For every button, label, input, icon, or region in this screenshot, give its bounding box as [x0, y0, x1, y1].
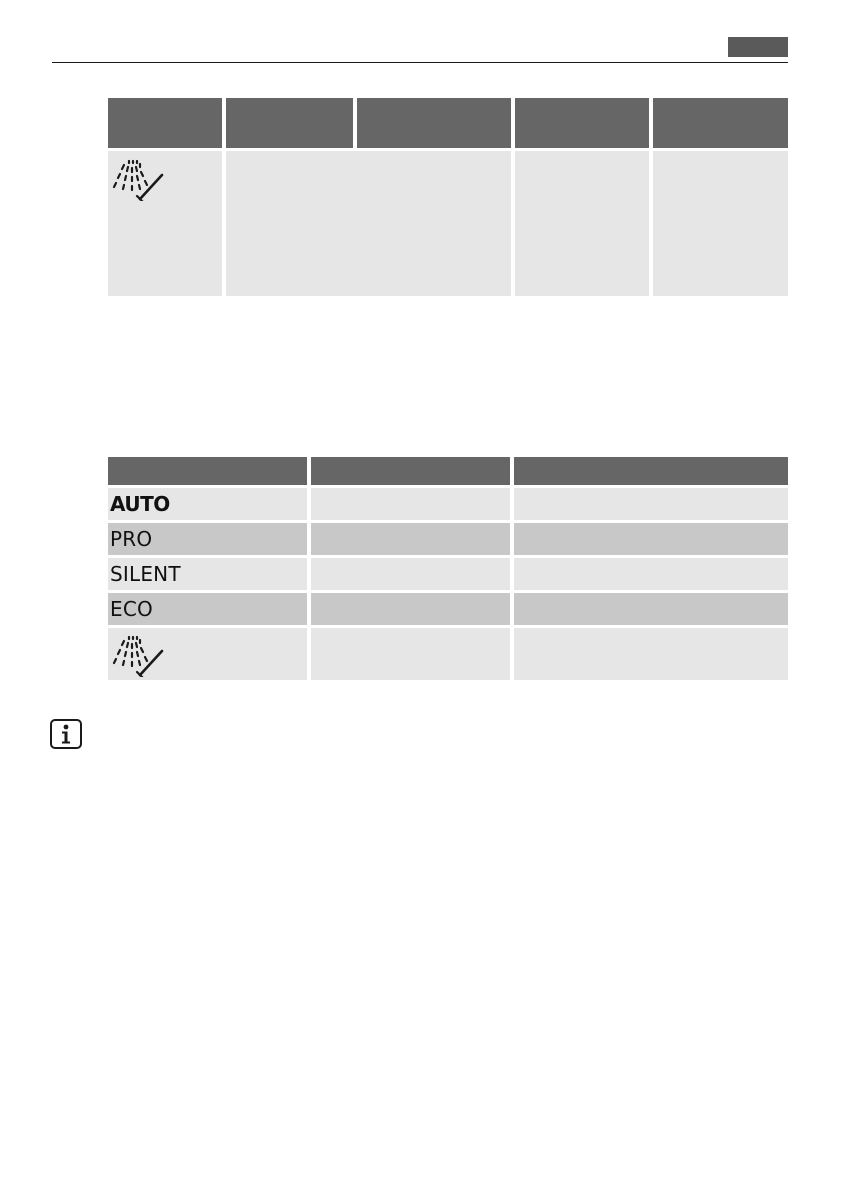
info-icon	[50, 719, 82, 749]
table-cell	[311, 628, 514, 683]
header-cell-3	[514, 457, 788, 488]
programme-detail-table	[108, 98, 788, 299]
programme-cell	[108, 593, 311, 628]
table-cell	[514, 628, 788, 683]
table-cell	[515, 151, 653, 299]
table-row	[108, 488, 788, 523]
programme-description-cell	[226, 151, 515, 299]
programme-cell	[108, 523, 311, 558]
table-header-row	[108, 457, 788, 488]
table-cell	[311, 488, 514, 523]
table-cell	[514, 523, 788, 558]
programme-cell	[108, 558, 311, 593]
rinse-spray-icon	[110, 159, 170, 201]
table-row	[108, 523, 788, 558]
table-cell	[514, 558, 788, 593]
programme-cell	[108, 488, 311, 523]
header-cell-1	[108, 457, 311, 488]
table-cell	[311, 523, 514, 558]
table-cell	[311, 558, 514, 593]
table-cell	[514, 488, 788, 523]
header-cell-5	[653, 98, 788, 151]
table-row	[108, 593, 788, 628]
programme-label: ECO	[110, 597, 153, 621]
table-row	[108, 628, 788, 683]
programme-list-table	[108, 457, 788, 683]
header-cell-4	[515, 98, 653, 151]
table-row	[108, 558, 788, 593]
programme-label: PRO	[110, 527, 153, 551]
header-cell-2	[311, 457, 514, 488]
programme-label: AUTO	[110, 492, 170, 516]
header-cell-1	[108, 98, 226, 151]
header-cell-3	[357, 98, 515, 151]
header-cell-2	[226, 98, 357, 151]
page-tab-marker	[728, 37, 788, 57]
info-glyph-icon	[52, 721, 80, 747]
table-cell	[653, 151, 788, 299]
programme-icon-cell	[108, 151, 226, 299]
table-row	[108, 151, 788, 299]
rinse-spray-icon	[110, 635, 170, 677]
table-cell	[514, 593, 788, 628]
programme-icon-cell	[108, 628, 311, 683]
table-cell	[311, 593, 514, 628]
header-rule	[52, 62, 788, 63]
programme-label: SILENT	[110, 562, 181, 586]
table-header-row	[108, 98, 788, 151]
